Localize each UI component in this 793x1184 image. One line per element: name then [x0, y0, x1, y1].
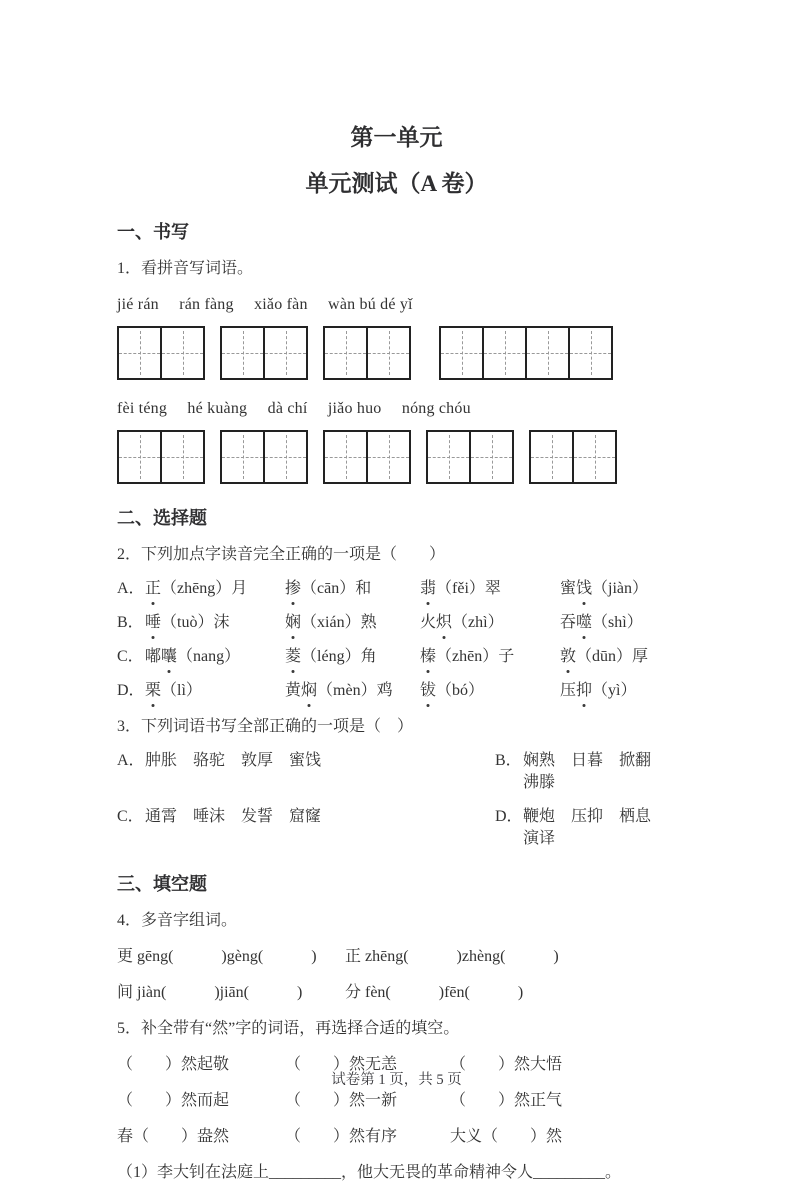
option-text: 鞭炮 压抑 栖息 演译	[523, 808, 668, 847]
option-item	[420, 680, 560, 702]
option-item	[285, 646, 420, 668]
dotted-char: 抑	[576, 680, 592, 702]
writing-grid-row1	[117, 326, 676, 380]
writing-grid-group	[323, 326, 411, 380]
q2-stem: 2．下列加点字读音完全正确的一项是（ ）	[117, 546, 446, 563]
dotted-char: 正	[145, 578, 161, 600]
option-item	[145, 646, 285, 668]
dotted-char: 掺	[285, 578, 301, 600]
dotted-char: 敦	[560, 646, 576, 668]
item-text: （fěi）翠	[436, 580, 501, 597]
q2-option-c	[117, 646, 676, 668]
dotted-char: 菱	[285, 646, 301, 668]
writing-cell	[484, 328, 527, 378]
q1-pinyin-row2: fèi téng hé kuàng dà chí jiǎo huo nóng chóu	[117, 400, 471, 417]
q5-sub1-sentence: （1）李大钊在法庭上_________，他大无畏的革命精神令人_________。	[117, 1164, 622, 1181]
item-text: （lì）	[161, 682, 202, 699]
writing-grid-group	[529, 430, 617, 484]
option-label: B．	[495, 752, 522, 769]
writing-cell	[265, 328, 306, 378]
writing-cell	[570, 328, 611, 378]
option-label: B．	[117, 614, 144, 631]
ran-word: （ ）然一新	[285, 1092, 398, 1109]
writing-cell	[368, 432, 409, 482]
writing-grid-group	[439, 326, 613, 380]
option-item	[285, 578, 420, 600]
q3-options-row2	[117, 806, 676, 850]
dotted-char: 娴	[285, 612, 301, 634]
option-label: D．	[495, 808, 523, 825]
item-text: 压	[560, 682, 577, 699]
option-label: C．	[117, 648, 144, 665]
option-item	[285, 612, 420, 634]
page-footer: 试卷第 1 页，共 5 页	[331, 1072, 462, 1088]
q3-option-a	[117, 750, 495, 794]
ran-word: 春（ ）盎然	[117, 1128, 230, 1145]
item-text: 蜜	[560, 580, 577, 597]
option-item	[145, 578, 285, 600]
dotted-char: 钹	[420, 680, 436, 702]
item-text: 嘟	[145, 648, 162, 665]
item-text: （cān）和	[301, 580, 372, 597]
q3-stem: 3．下列词语书写全部正确的一项是（ ）	[117, 718, 414, 735]
writing-cell	[441, 328, 484, 378]
option-item	[145, 612, 285, 634]
item-text: （shì）	[592, 614, 643, 631]
dotted-char: 翡	[420, 578, 436, 600]
writing-cell	[222, 432, 265, 482]
option-item	[420, 646, 560, 668]
writing-cell	[222, 328, 265, 378]
ran-word: 大义（ ）然	[450, 1128, 563, 1145]
dotted-char: 焖	[301, 680, 317, 702]
option-item	[420, 578, 560, 600]
writing-cell	[325, 432, 368, 482]
q2-option-d	[117, 680, 676, 702]
writing-cell	[119, 328, 162, 378]
option-item	[420, 612, 560, 634]
option-text: 通霄 唾沫 发誓 窟窿	[145, 808, 322, 825]
option-label: A．	[117, 752, 145, 769]
q2-option-b	[117, 612, 676, 634]
item-text: （mèn）鸡	[317, 682, 393, 699]
writing-cell	[471, 432, 512, 482]
writing-cell	[325, 328, 368, 378]
option-item	[560, 612, 643, 634]
section-heading-writing: 一、书写	[117, 222, 189, 242]
item-text: 火	[420, 614, 437, 631]
item-text: （nang）	[177, 648, 241, 665]
section-heading-fill: 三、填空题	[117, 874, 207, 894]
page-subtitle: 单元测试（A 卷）	[305, 171, 488, 196]
writing-grid-group	[220, 430, 308, 484]
q4-row1	[117, 946, 676, 968]
option-item	[560, 578, 648, 600]
option-item	[560, 646, 648, 668]
option-item	[145, 680, 285, 702]
item-text: （zhēn）子	[436, 648, 515, 665]
ran-word: （ ）然起敬	[117, 1056, 230, 1073]
writing-grid-group	[323, 430, 411, 484]
item-text: （yì）	[592, 682, 637, 699]
ran-word: （ ）然而起	[117, 1092, 230, 1109]
q3-option-c	[117, 806, 495, 850]
writing-cell	[527, 328, 570, 378]
item-text: （zhēng）月	[161, 580, 248, 597]
dotted-char: 榛	[420, 646, 436, 668]
option-text: 娴熟 日暮 掀翻 沸滕	[523, 752, 668, 791]
writing-cell	[368, 328, 409, 378]
dotted-char: 饯	[576, 578, 592, 600]
option-item	[285, 680, 420, 702]
writing-cell	[428, 432, 471, 482]
writing-grid-group	[426, 430, 514, 484]
writing-cell	[574, 432, 615, 482]
option-label: A．	[117, 580, 145, 597]
writing-cell	[531, 432, 574, 482]
writing-cell	[119, 432, 162, 482]
writing-grid-row2	[117, 430, 676, 484]
polyphone-fen: 分 fèn( )fēn( )	[345, 984, 524, 1001]
option-item	[560, 680, 636, 702]
option-text: 肿胀 骆驼 敦厚 蜜饯	[145, 752, 322, 769]
item-text: （zhì）	[452, 614, 504, 631]
q1-stem: 1．看拼音写词语。	[117, 260, 254, 277]
polyphone-geng: 更 gēng( )gèng( )	[117, 948, 317, 965]
polyphone-zheng: 正 zhēng( )zhèng( )	[345, 948, 559, 965]
q1-pinyin-row1: jié rán rán fàng xiǎo fàn wàn bú dé yǐ	[117, 296, 413, 313]
item-text: （dūn）厚	[576, 648, 649, 665]
page-title: 第一单元	[350, 125, 443, 150]
ran-word: （ ）然大悟	[450, 1056, 563, 1073]
option-label: D．	[117, 682, 145, 699]
q3-option-d	[495, 806, 676, 850]
ran-word: （ ）然无恙	[285, 1056, 398, 1073]
item-text: 吞	[560, 614, 577, 631]
item-text: （bó）	[436, 682, 485, 699]
writing-cell	[265, 432, 306, 482]
dotted-char: 栗	[145, 680, 161, 702]
writing-grid-group	[117, 430, 205, 484]
q4-row2	[117, 982, 676, 1004]
q3-options-row1	[117, 750, 676, 794]
writing-grid-group	[220, 326, 308, 380]
section-heading-choice: 二、选择题	[117, 508, 207, 528]
polyphone-jian: 间 jiàn( )jiān( )	[117, 984, 303, 1001]
ran-word: （ ）然正气	[450, 1092, 563, 1109]
item-text: （xián）熟	[301, 614, 377, 631]
dotted-char: 噬	[576, 612, 592, 634]
dotted-char: 唾	[145, 612, 161, 634]
dotted-char: 囔	[161, 646, 177, 668]
dotted-char: 炽	[436, 612, 452, 634]
item-text: （jiàn）	[592, 580, 649, 597]
writing-cell	[162, 432, 203, 482]
q5-row2	[117, 1090, 676, 1112]
item-text: （léng）角	[301, 648, 377, 665]
q3-option-b	[495, 750, 676, 794]
q5-row3	[117, 1126, 676, 1148]
q5-stem: 5．补全带有“然”字的词语，再选择合适的填空。	[117, 1020, 460, 1037]
writing-grid-group	[117, 326, 205, 380]
q2-option-a	[117, 578, 676, 600]
option-label: C．	[117, 808, 144, 825]
writing-cell	[162, 328, 203, 378]
ran-word: （ ）然有序	[285, 1128, 398, 1145]
q4-stem: 4．多音字组词。	[117, 912, 238, 929]
item-text: 黄	[285, 682, 302, 699]
item-text: （tuò）沫	[161, 614, 230, 631]
